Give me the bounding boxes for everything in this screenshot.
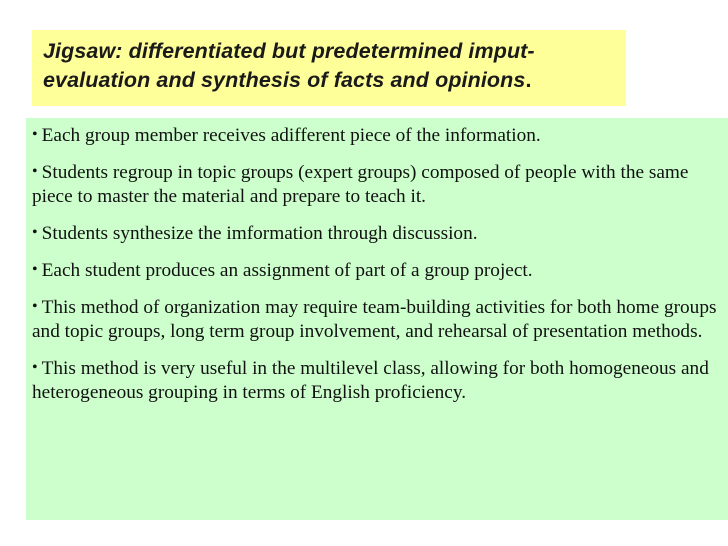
bullet-item [32,356,728,405]
bullet-icon: • [32,359,38,376]
bullet-item [32,160,728,209]
bullet-text: This method is very useful in the multilevel class, allowing for both homogeneous and heterogeneous grouping in terms of English proficiency. [32,358,709,403]
slide-title-end: . [525,68,532,92]
bullet-text: This method of organization may require team-building activities for both home groups and topic groups, long term group involvement, and rehearsal of presentation methods. [32,297,717,342]
bullet-icon: • [32,126,38,143]
bullet-icon: • [32,298,38,315]
bullet-icon: • [32,261,38,278]
bullet-list-box [26,118,728,520]
slide-title-main: Jigsaw: differentiated but predetermined imput-evaluation and synthesis of facts and opinions [43,39,535,92]
slide-title [43,37,626,95]
bullet-item [32,123,728,148]
bullet-icon: • [32,224,38,241]
bullet-text: Students regroup in topic groups (expert groups) composed of people with the same piece to master the material and prepare to teach it. [32,162,689,207]
bullet-item [32,221,728,246]
bullet-text: Each student produces an assignment of part of a group project. [41,260,533,281]
bullet-icon: • [32,163,38,180]
bullet-item [32,258,728,283]
bullet-text: Each group member receives adifferent piece of the information. [41,125,541,146]
bullet-text: Students synthesize the imformation through discussion. [41,223,478,244]
bullet-item [32,295,728,344]
title-box [32,30,626,106]
